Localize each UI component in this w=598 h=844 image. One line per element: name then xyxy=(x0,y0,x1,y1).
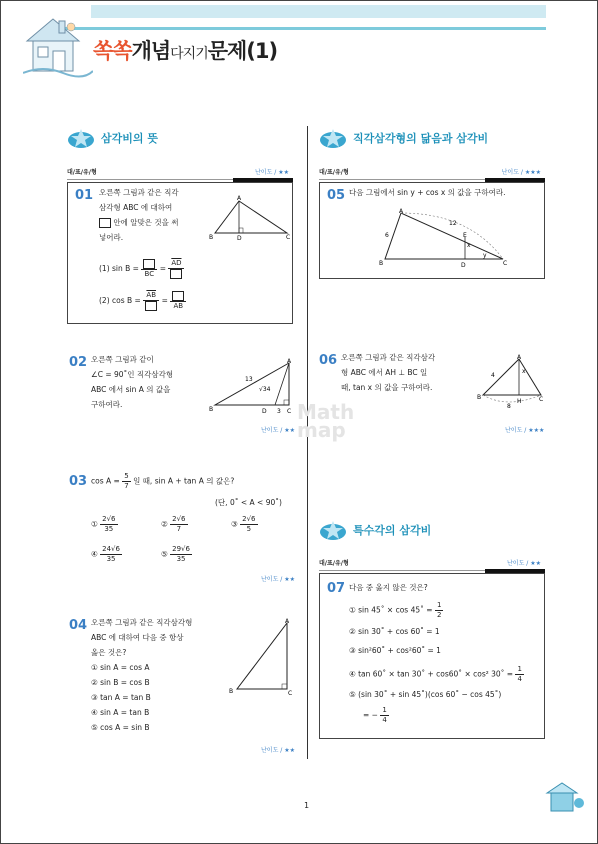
text-line: 넣어라. xyxy=(99,233,124,242)
section-title: 직각삼각형의 닮음과 삼각비 xyxy=(353,132,489,145)
option-2[interactable]: ② sin 30˚ + cos 60˚ = 1 xyxy=(349,627,440,636)
svg-text:C: C xyxy=(286,234,291,241)
svg-text:B: B xyxy=(477,394,482,401)
option-1[interactable]: ① sin A = cos A xyxy=(91,663,150,672)
title-part-b: 문제(1) xyxy=(207,39,278,63)
fraction: $\overline{AB}$ xyxy=(170,291,186,311)
option-3[interactable]: ③ sin²60˚ + cos²60˚ = 1 xyxy=(349,646,441,655)
column-divider xyxy=(307,126,308,759)
answer-label: (2) cos B = xyxy=(99,296,141,305)
watermark: Math map xyxy=(297,400,355,442)
svg-text:A: A xyxy=(285,618,290,625)
problem-text xyxy=(91,472,234,491)
svg-text:D: D xyxy=(262,408,267,415)
svg-text:A: A xyxy=(399,208,404,215)
svg-text:B: B xyxy=(209,406,214,413)
option-1[interactable]: ① $\frac{2√6}{35}$ xyxy=(91,515,116,533)
corner-illustration xyxy=(545,781,587,817)
problem-text xyxy=(99,185,179,245)
house-illustration xyxy=(23,11,93,83)
problem-type-bar xyxy=(319,166,545,180)
svg-text:B: B xyxy=(209,234,214,241)
title-part-a: 개념 xyxy=(131,39,171,63)
difficulty-label: 난이도 / ★★★ xyxy=(501,169,541,176)
problem-number: 05 xyxy=(327,188,346,203)
fraction: $\overline{BC}$ xyxy=(141,259,157,279)
option-4[interactable]: ④ $\frac{24√6}{35}$ xyxy=(91,545,120,563)
star-cloud-icon xyxy=(319,127,349,149)
text-line: 오른쪽 그림과 같은 직각삼각 xyxy=(341,353,436,362)
svg-text:A: A xyxy=(237,195,242,202)
blank-box xyxy=(99,218,111,228)
answer-line-2: (2) cos B = $\overline{AB}$ = $\overline{AB}$ xyxy=(99,291,186,311)
text-line: 형 ABC 에서 AH ⊥ BC 일 xyxy=(341,368,428,377)
answer-label: (1) sin B = xyxy=(99,264,139,273)
difficulty-label: 난이도 / ★★★ xyxy=(505,427,545,434)
problem-number: 03 xyxy=(69,474,88,489)
title-sub: 다지기 xyxy=(170,46,208,62)
problem-type-label: 대/표/유/형 xyxy=(319,560,349,567)
figure-q02-triangle xyxy=(207,357,297,415)
svg-text:C: C xyxy=(539,396,544,403)
star-cloud-icon xyxy=(67,127,97,149)
header-band xyxy=(91,5,546,18)
svg-text:B: B xyxy=(379,260,384,267)
fraction: $\overline{AB}$ xyxy=(143,291,159,311)
problem-type-bar xyxy=(319,557,545,571)
option-5-result: = − $\frac{1}{4}$ xyxy=(363,706,387,724)
problem-number: 02 xyxy=(69,355,88,370)
svg-text:C: C xyxy=(503,260,508,267)
text-line: 오른쪽 그림과 같은 직각삼각형 xyxy=(91,618,193,627)
header-rule xyxy=(61,27,546,30)
section-heading-2 xyxy=(319,127,488,149)
figure-q06-triangle xyxy=(477,353,547,411)
text-line: ∠C = 90˚인 직각삼각형 xyxy=(91,370,174,379)
difficulty-label: 난이도 / ★★ xyxy=(507,560,541,567)
svg-text:x: x xyxy=(467,242,471,249)
difficulty-label: 난이도 / ★★ xyxy=(261,747,295,754)
problem-text xyxy=(341,350,435,395)
option-1[interactable]: ① sin 45˚ × cos 45˚ = $\frac{1}{2}$ xyxy=(349,601,442,619)
problem-number: 01 xyxy=(75,188,94,203)
problem-text xyxy=(91,352,173,412)
difficulty-label: 난이도 / ★★ xyxy=(261,576,295,583)
problem-number: 07 xyxy=(327,581,346,596)
option-5[interactable]: ⑤ cos A = sin B xyxy=(91,723,150,732)
svg-text:x: x xyxy=(522,368,526,375)
text-line: 구하여라. xyxy=(91,400,123,409)
svg-text:8: 8 xyxy=(507,403,511,410)
svg-text:13: 13 xyxy=(245,376,253,383)
svg-text:12: 12 xyxy=(449,220,457,227)
condition-text: (단, 0˚ < A < 90˚) xyxy=(215,498,282,507)
svg-text:A: A xyxy=(517,354,522,361)
option-4[interactable]: ④ sin A = tan B xyxy=(91,708,150,717)
answer-line-1: (1) sin B = $\overline{BC}$ = $\overline{AD}$ xyxy=(99,259,184,279)
svg-text:y: y xyxy=(483,252,487,259)
text-line: 삼각형 ABC 에 대하여 xyxy=(99,203,173,212)
svg-text:C: C xyxy=(287,408,292,415)
figure-q01-triangle xyxy=(209,193,291,241)
fraction: $\overline{AD}$ xyxy=(168,259,184,279)
text-line: ABC 에 대하여 다음 중 항상 xyxy=(91,633,184,642)
difficulty-label: 난이도 / ★★ xyxy=(255,169,289,176)
svg-text:C: C xyxy=(288,690,293,697)
svg-text:D: D xyxy=(237,235,242,241)
title-accent: 쏙쏙 xyxy=(93,39,132,63)
text-line: 오른쪽 그림과 같은 직각 xyxy=(99,188,179,197)
text-part: 일 때, sin A + tan A 의 값은? xyxy=(133,476,235,486)
text-part: cos A = xyxy=(91,476,120,486)
svg-text:3: 3 xyxy=(277,408,281,415)
svg-text:D: D xyxy=(461,262,466,269)
svg-text:6: 6 xyxy=(385,232,389,239)
fraction: $\frac{5}{7}$ xyxy=(124,472,129,490)
problem-type-bar xyxy=(67,166,293,180)
figure-q04-triangle xyxy=(227,617,297,697)
option-4[interactable]: ④ tan 60˚ × tan 30˚ + cos60˚ × cos² 30˚ = $\frac{1}{4}$ xyxy=(349,665,522,683)
section-title: 삼각비의 뜻 xyxy=(101,132,158,145)
option-3[interactable]: ③ tan A = tan B xyxy=(91,693,151,702)
svg-text:H: H xyxy=(517,398,522,405)
problem-text: 다음 그림에서 sin y + cos x 의 값을 구하여라. xyxy=(349,188,506,197)
problem-number: 04 xyxy=(69,618,88,633)
svg-text:B: B xyxy=(229,688,234,695)
problem-text xyxy=(91,615,192,735)
option-3[interactable]: ③ $\frac{2√6}{5}$ xyxy=(231,515,256,533)
text-line: 옳은 것은? xyxy=(91,648,127,657)
problem-number: 06 xyxy=(319,353,338,368)
section-title: 특수각의 삼각비 xyxy=(353,524,432,537)
svg-text:√34: √34 xyxy=(259,386,271,393)
difficulty-label: 난이도 / ★★ xyxy=(261,427,295,434)
svg-text:4: 4 xyxy=(491,372,495,379)
problem-type-label: 대/표/유/형 xyxy=(319,169,349,176)
problem-type-label: 대/표/유/형 xyxy=(67,169,97,176)
option-2[interactable]: ② sin B = cos B xyxy=(91,678,150,687)
option-5[interactable]: ⑤ (sin 30˚ + sin 45˚)(cos 60˚ − cos 45˚) xyxy=(349,690,502,699)
problem-box-07 xyxy=(319,573,545,739)
section-heading-3 xyxy=(319,519,431,541)
svg-text:A: A xyxy=(287,358,292,365)
page-title xyxy=(93,35,277,65)
section-heading-1 xyxy=(67,127,158,149)
text-line: 때, tan x 의 값을 구하여라. xyxy=(341,383,433,392)
option-2[interactable]: ② $\frac{2√6}{7}$ xyxy=(161,515,186,533)
star-cloud-icon xyxy=(319,519,349,541)
svg-text:E: E xyxy=(463,232,467,239)
problem-text: 다음 중 옳지 않은 것은? xyxy=(349,583,428,592)
option-5[interactable]: ⑤ $\frac{29√6}{35}$ xyxy=(161,545,190,563)
figure-q05-triangle xyxy=(379,207,509,269)
text-line: 오른쪽 그림과 같이 xyxy=(91,355,154,364)
text-line: ABC 에서 sin A 의 값을 xyxy=(91,385,171,394)
page-number: 1 xyxy=(304,801,310,810)
text-line: 안에 알맞은 것을 써 xyxy=(113,218,179,227)
